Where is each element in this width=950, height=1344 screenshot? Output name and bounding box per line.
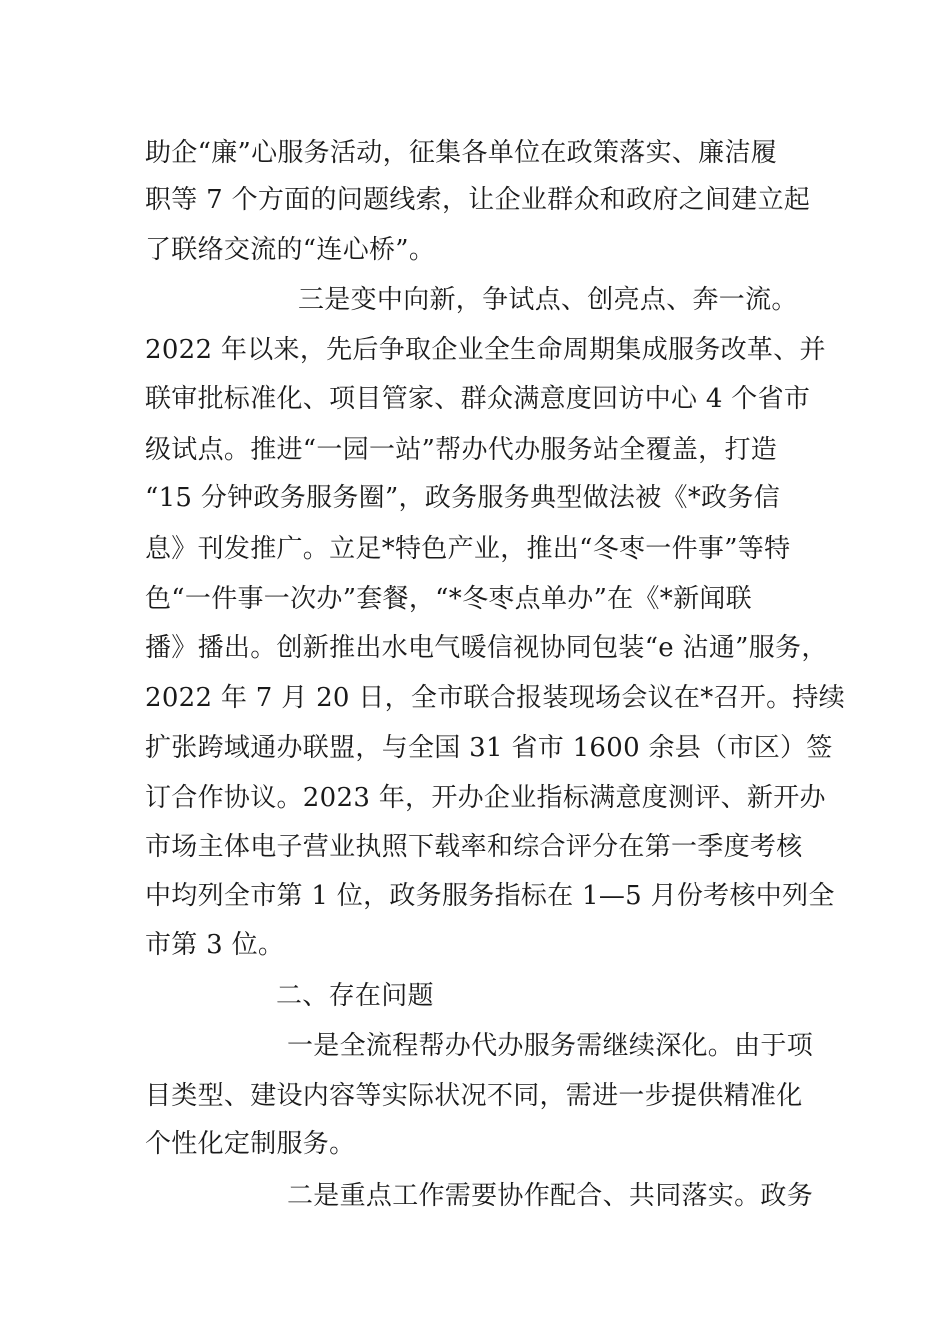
paragraph-heading: 二是重点工作需要协作配合、共同落实。政务 — [287, 1181, 814, 1211]
text-line: 职等 7 个方面的问题线索，让企业群众和政府之间建立起 — [145, 185, 811, 215]
text-line: 息》刊发推广。立足*特色产业，推出“冬枣一件事”等特 — [145, 534, 791, 564]
text-line: 播》播出。创新推出水电气暖信视协同包装“e 沾通”服务， — [145, 633, 828, 663]
text-line: 扩张跨域通办联盟，与全国 31 省市 1600 余县（市区）签 — [145, 733, 833, 763]
text-line: 个性化定制服务。 — [145, 1129, 356, 1159]
text-line: 2022 年 7 月 20 日，全市联合报装现场会议在*召开。持续 — [145, 683, 846, 713]
text-line: 目类型、建设内容等实际状况不同，需进一步提供精准化 — [145, 1081, 803, 1111]
text-line: “15 分钟政务服务圈”，政务服务典型做法被《*政务信 — [145, 483, 781, 513]
text-line: 市场主体电子营业执照下载率和综合评分在第一季度考核 — [145, 832, 803, 862]
text-line: 订合作协议。2023 年，开办企业指标满意度测评、新开办 — [145, 783, 826, 813]
paragraph-heading: 一是全流程帮办代办服务需继续深化。由于项 — [287, 1031, 814, 1061]
text-line: 级试点。推进“一园一站”帮办代办服务站全覆盖，打造 — [145, 435, 778, 465]
text-line: 助企“廉”心服务活动，征集各单位在政策落实、廉洁履 — [145, 138, 778, 168]
text-line: 联审批标准化、项目管家、群众满意度回访中心 4 个省市 — [145, 384, 811, 414]
text-line: 中均列全市第 1 位，政务服务指标在 1—5 月份考核中列全 — [145, 881, 835, 911]
text-line: 2022 年以来，先后争取企业全生命周期集成服务改革、并 — [145, 335, 826, 365]
paragraph-heading: 三是变中向新，争试点、创亮点、奔一流。 — [298, 285, 798, 315]
section-heading: 二、存在问题 — [276, 981, 434, 1011]
text-line: 市第 3 位。 — [145, 930, 285, 960]
text-line: 色“一件事一次办”套餐，“*冬枣点单办”在《*新闻联 — [145, 584, 752, 614]
text-line: 了联络交流的“连心桥”。 — [145, 235, 436, 265]
